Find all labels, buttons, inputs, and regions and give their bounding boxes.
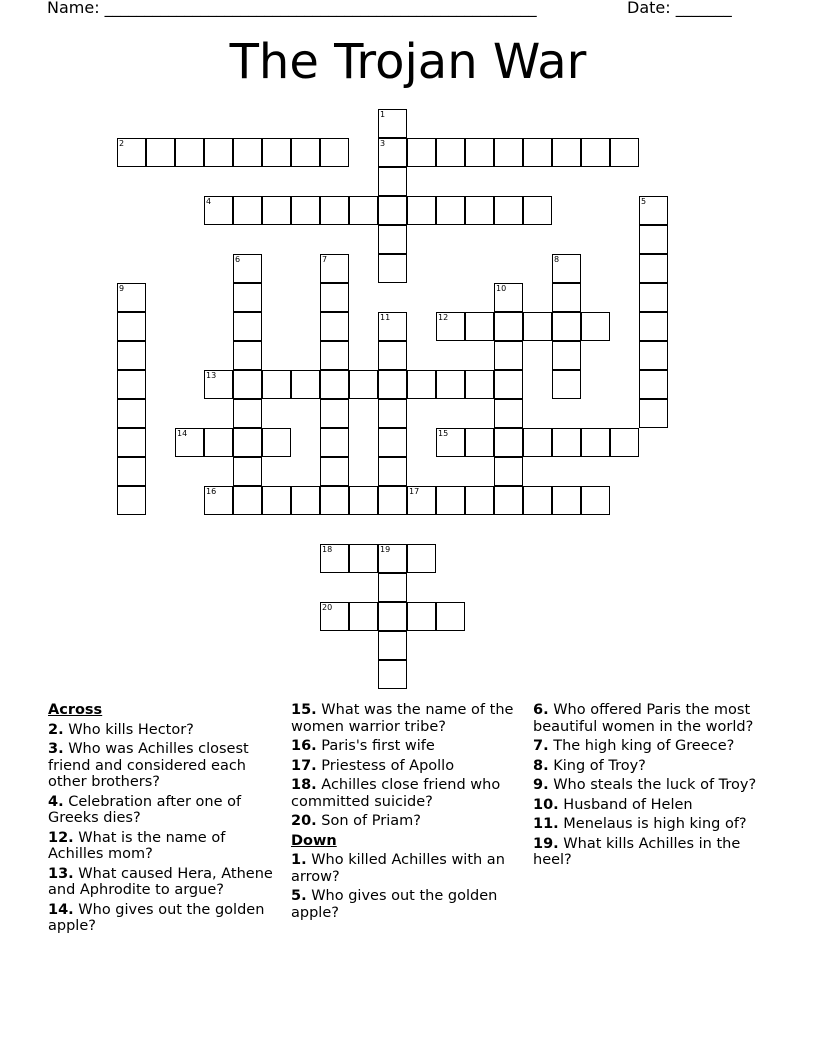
grid-cell[interactable] (639, 370, 668, 399)
clue-label-number: 9. (533, 777, 549, 793)
grid-cell[interactable] (552, 283, 581, 312)
clue (533, 702, 765, 735)
grid-cell[interactable] (436, 370, 465, 399)
clue-text: Who steals the luck of Troy? (553, 777, 757, 793)
grid-cell[interactable] (291, 196, 320, 225)
clue-number: 2 (119, 139, 125, 148)
grid-cell[interactable] (581, 486, 610, 515)
grid-cell[interactable] (233, 486, 262, 515)
grid-cell[interactable] (349, 486, 378, 515)
grid-cell[interactable] (204, 138, 233, 167)
clue-text: Priestess of Apollo (321, 757, 455, 774)
grid-cell[interactable] (233, 370, 262, 399)
grid-cell[interactable] (378, 602, 407, 631)
clue-number: 11 (380, 313, 391, 322)
clue-number: 15 (438, 429, 449, 438)
clue-label-number: 6. (533, 702, 549, 718)
grid-cell[interactable] (465, 138, 494, 167)
grid-cell[interactable] (465, 486, 494, 515)
grid-cell[interactable] (378, 254, 407, 283)
grid-cell[interactable] (117, 341, 146, 370)
grid-cell[interactable] (407, 544, 436, 573)
grid-cell[interactable] (378, 660, 407, 689)
grid-cell[interactable] (262, 138, 291, 167)
clue-label-number: 2. (48, 721, 64, 738)
grid-cell[interactable] (407, 370, 436, 399)
grid-cell[interactable] (320, 457, 349, 486)
grid-cell[interactable] (262, 428, 291, 457)
across-heading: Across (48, 702, 103, 718)
grid-cell[interactable] (465, 312, 494, 341)
grid-cell[interactable] (378, 225, 407, 254)
grid-cell[interactable] (494, 399, 523, 428)
clue-label-number: 20. (291, 813, 317, 829)
grid-cell[interactable] (494, 312, 523, 341)
clue-text: Paris's first wife (321, 738, 435, 754)
clue-label-number: 18. (291, 777, 317, 793)
clue (48, 741, 278, 791)
grid-cell[interactable] (320, 544, 349, 573)
clue-label-number: 14. (48, 901, 74, 918)
grid-cell[interactable] (378, 138, 407, 167)
grid-cell[interactable] (378, 109, 407, 138)
grid-cell[interactable] (117, 370, 146, 399)
grid-cell[interactable] (378, 370, 407, 399)
grid-cell[interactable] (494, 283, 523, 312)
clue-text: What was the name of the women warrior tribe? (291, 702, 514, 735)
clue-label-number: 19. (533, 835, 559, 852)
grid-cell[interactable] (320, 283, 349, 312)
clue-label-number: 11. (533, 816, 559, 832)
grid-cell[interactable] (320, 254, 349, 283)
clue-label-number: 15. (291, 702, 317, 718)
clue-text: The high king of Greece? (553, 738, 735, 754)
grid-cell[interactable] (204, 196, 233, 225)
clue-text: Celebration after one of Greeks dies? (48, 793, 242, 826)
grid-cell[interactable] (465, 428, 494, 457)
grid-cell[interactable] (175, 428, 204, 457)
clue-text: Who was Achilles closest friend and considered each other brothers? (48, 741, 249, 790)
page-title: The Trojan War (229, 34, 587, 90)
grid-cell[interactable] (117, 457, 146, 486)
grid-cell[interactable] (320, 486, 349, 515)
grid-cell[interactable] (117, 312, 146, 341)
grid-cell[interactable] (291, 486, 320, 515)
grid-cell[interactable] (378, 457, 407, 486)
clue-number: 4 (206, 197, 212, 206)
grid-cell[interactable] (320, 341, 349, 370)
date-field: Date: _______ (627, 0, 732, 17)
clue (291, 702, 523, 735)
clue (533, 816, 765, 833)
grid-cell[interactable] (233, 428, 262, 457)
across-clue-list (48, 722, 278, 935)
grid-cell[interactable] (552, 138, 581, 167)
grid-cell[interactable] (407, 486, 436, 515)
clue-text: Achilles close friend who committed suicide? (291, 777, 501, 810)
grid-cell[interactable] (349, 370, 378, 399)
name-field: Name: ______________________________________________________ (47, 0, 537, 17)
grid-cell[interactable] (378, 167, 407, 196)
grid-cell[interactable] (523, 428, 552, 457)
grid-cell[interactable] (552, 254, 581, 283)
grid-cell[interactable] (320, 138, 349, 167)
clue-number: 18 (322, 545, 333, 554)
grid-cell[interactable] (117, 138, 146, 167)
grid-cell[interactable] (233, 254, 262, 283)
clue-number: 14 (177, 429, 188, 438)
grid-cell[interactable] (552, 312, 581, 341)
grid-cell[interactable] (610, 138, 639, 167)
grid-cell[interactable] (233, 341, 262, 370)
clue-text: King of Troy? (553, 757, 646, 774)
clue-number: 6 (235, 255, 241, 264)
grid-cell[interactable] (465, 370, 494, 399)
clue (533, 797, 765, 814)
grid-cell[interactable] (581, 428, 610, 457)
clue (533, 777, 765, 794)
grid-cell[interactable] (262, 196, 291, 225)
grid-cell[interactable] (349, 602, 378, 631)
grid-cell[interactable] (378, 399, 407, 428)
clue-label-number: 4. (48, 793, 64, 810)
grid-cell[interactable] (494, 457, 523, 486)
grid-cell[interactable] (378, 312, 407, 341)
grid-cell[interactable] (291, 370, 320, 399)
clue-number: 3 (380, 139, 386, 148)
clue-number: 12 (438, 313, 449, 322)
clue-number: 1 (380, 110, 386, 119)
clue (291, 738, 523, 755)
grid-cell[interactable] (639, 225, 668, 254)
grid-cell[interactable] (175, 138, 204, 167)
clue (533, 738, 765, 755)
grid-cell[interactable] (552, 428, 581, 457)
grid-cell[interactable] (204, 486, 233, 515)
grid-cell[interactable] (494, 428, 523, 457)
clue (291, 777, 523, 810)
grid-cell[interactable] (233, 196, 262, 225)
clue-number: 5 (641, 197, 647, 206)
grid-cell[interactable] (436, 486, 465, 515)
grid-cell[interactable] (378, 196, 407, 225)
clue-text: What is the name of Achilles mom? (48, 829, 226, 862)
grid-cell[interactable] (552, 486, 581, 515)
clue (291, 852, 523, 885)
grid-cell[interactable] (436, 196, 465, 225)
grid-cell[interactable] (465, 196, 494, 225)
grid-cell[interactable] (378, 428, 407, 457)
grid-cell[interactable] (320, 370, 349, 399)
grid-cell[interactable] (378, 631, 407, 660)
clue-number: 13 (206, 371, 217, 380)
down-clue-list-continued (533, 702, 765, 869)
grid-cell[interactable] (320, 312, 349, 341)
clue (48, 866, 278, 899)
grid-cell[interactable] (204, 370, 233, 399)
grid-cell[interactable] (581, 138, 610, 167)
grid-cell[interactable] (378, 544, 407, 573)
grid-cell[interactable] (378, 486, 407, 515)
clue-number: 9 (119, 284, 125, 293)
clue (48, 722, 278, 739)
clue-label-number: 5. (291, 888, 307, 904)
clue-text: Who kills Hector? (68, 721, 194, 738)
clue-label-number: 8. (533, 757, 549, 774)
clue (48, 830, 278, 863)
clue (291, 813, 523, 830)
grid-cell[interactable] (204, 428, 233, 457)
grid-cell[interactable] (262, 486, 291, 515)
grid-cell[interactable] (523, 312, 552, 341)
grid-cell[interactable] (639, 254, 668, 283)
grid-cell[interactable] (639, 196, 668, 225)
clue (291, 888, 523, 921)
clue (291, 758, 523, 775)
grid-cell[interactable] (233, 457, 262, 486)
clue-number: 8 (554, 255, 560, 264)
grid-cell[interactable] (494, 341, 523, 370)
clue (48, 902, 278, 935)
clue-text: Son of Priam? (321, 813, 421, 829)
grid-cell[interactable] (494, 486, 523, 515)
clue-number: 17 (409, 487, 420, 496)
clue-text: What kills Achilles in the heel? (533, 835, 741, 868)
grid-cell[interactable] (436, 138, 465, 167)
grid-cell[interactable] (320, 602, 349, 631)
grid-cell[interactable] (436, 602, 465, 631)
clues-column-1 (48, 702, 278, 938)
grid-cell[interactable] (494, 138, 523, 167)
clue-label-number: 7. (533, 738, 549, 754)
down-clue-list (291, 852, 523, 921)
grid-cell[interactable] (320, 196, 349, 225)
grid-cell[interactable] (262, 370, 291, 399)
clue-label-number: 13. (48, 865, 74, 882)
grid-cell[interactable] (233, 283, 262, 312)
grid-cell[interactable] (378, 573, 407, 602)
grid-cell[interactable] (552, 341, 581, 370)
clue-label-number: 1. (291, 852, 307, 868)
clue-number: 10 (496, 284, 507, 293)
grid-cell[interactable] (639, 312, 668, 341)
grid-cell[interactable] (407, 138, 436, 167)
clue-number: 7 (322, 255, 328, 264)
clue-text: Who gives out the golden apple? (48, 901, 265, 934)
grid-cell[interactable] (349, 196, 378, 225)
grid-cell[interactable] (233, 138, 262, 167)
clue-number: 19 (380, 545, 391, 554)
grid-cell[interactable] (146, 138, 175, 167)
clue-text: Husband of Helen (563, 796, 693, 813)
grid-cell[interactable] (291, 138, 320, 167)
clue (533, 758, 765, 775)
grid-cell[interactable] (523, 138, 552, 167)
grid-cell[interactable] (610, 428, 639, 457)
grid-cell[interactable] (436, 428, 465, 457)
grid-cell[interactable] (320, 399, 349, 428)
grid-cell[interactable] (494, 370, 523, 399)
grid-cell[interactable] (552, 370, 581, 399)
clue (533, 836, 765, 869)
grid-cell[interactable] (639, 399, 668, 428)
clue-label-number: 16. (291, 738, 317, 754)
grid-cell[interactable] (523, 486, 552, 515)
clue-label-number: 12. (48, 829, 74, 846)
clue-label-number: 3. (48, 741, 64, 757)
clue (48, 794, 278, 827)
down-heading: Down (291, 832, 337, 849)
grid-cell[interactable] (117, 399, 146, 428)
grid-cell[interactable] (494, 196, 523, 225)
across-clue-list-continued (291, 702, 523, 830)
grid-cell[interactable] (320, 428, 349, 457)
grid-cell[interactable] (117, 283, 146, 312)
grid-cell[interactable] (117, 428, 146, 457)
grid-cell[interactable] (233, 399, 262, 428)
grid-cell[interactable] (117, 486, 146, 515)
clue-number: 20 (322, 603, 333, 612)
grid-cell[interactable] (581, 312, 610, 341)
grid-cell[interactable] (233, 312, 262, 341)
clue-label-number: 10. (533, 796, 559, 813)
grid-cell[interactable] (523, 196, 552, 225)
clue-text: Who offered Paris the most beautiful women in the world? (533, 702, 754, 735)
clues-column-3 (533, 702, 765, 872)
grid-cell[interactable] (639, 283, 668, 312)
grid-cell[interactable] (407, 196, 436, 225)
clue-label-number: 17. (291, 757, 317, 774)
grid-cell[interactable] (639, 341, 668, 370)
clue-number: 16 (206, 487, 217, 496)
clue-text: Who gives out the golden apple? (291, 888, 498, 921)
grid-cell[interactable] (436, 312, 465, 341)
grid-cell[interactable] (407, 602, 436, 631)
clue-text: What caused Hera, Athene and Aphrodite to argue? (48, 865, 273, 898)
grid-cell[interactable] (349, 544, 378, 573)
clue-text: Menelaus is high king of? (563, 816, 747, 832)
clues-column-2 (291, 702, 523, 924)
grid-cell[interactable] (378, 341, 407, 370)
clue-text: Who killed Achilles with an arrow? (291, 852, 505, 885)
